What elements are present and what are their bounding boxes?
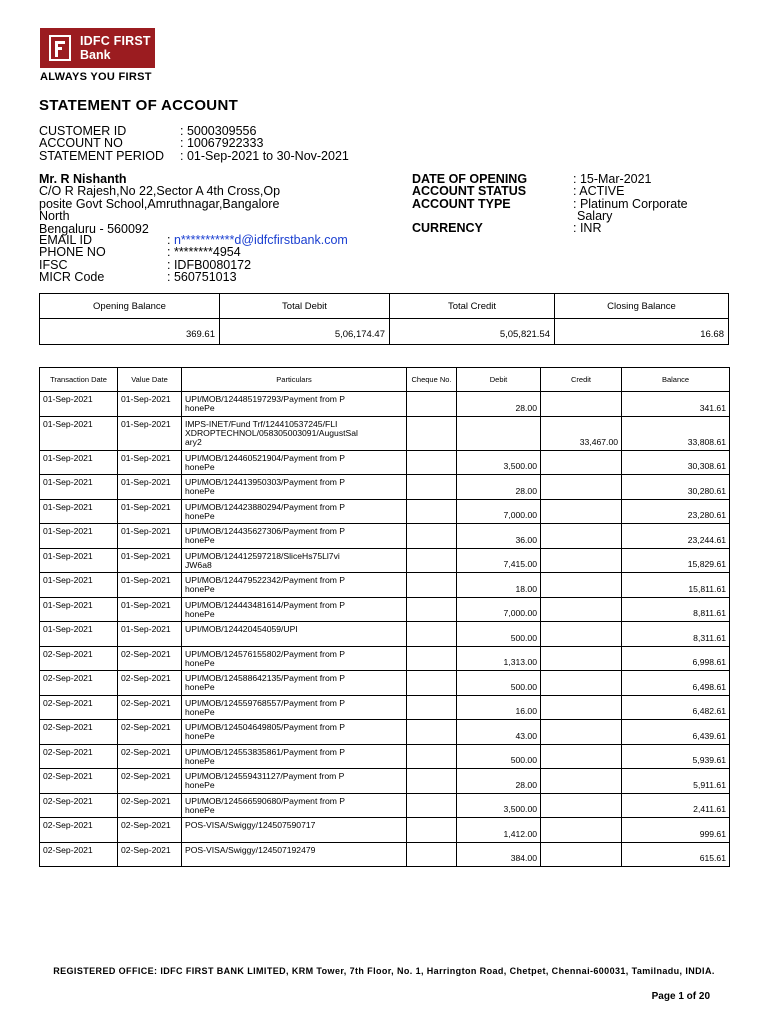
micr-colon: : <box>167 270 174 284</box>
table-row <box>40 818 730 843</box>
logo-text-line2: Bank <box>80 48 111 62</box>
cell-value-date: 01-Sep-2021 <box>118 392 182 417</box>
email-colon: : <box>167 233 174 247</box>
cell-cheque-no <box>407 671 457 696</box>
cell-txn-date: 02-Sep-2021 <box>40 695 118 720</box>
cell-debit: 28.00 <box>457 769 541 794</box>
cell-balance: 6,498.61 <box>622 671 730 696</box>
cell-value-date: 02-Sep-2021 <box>118 646 182 671</box>
table-row <box>40 475 730 500</box>
registered-office-footer: REGISTERED OFFICE: IDFC FIRST BANK LIMITED, KRM Tower, 7th Floor, No. 1, Harrington Road, Chetpet, Chennai-600031, Tamilnadu, INDIA. <box>53 966 715 976</box>
cell-particulars: UPI/MOB/124423880294/Payment from P honePe <box>182 499 407 524</box>
cell-balance: 33,808.61 <box>622 416 730 450</box>
cell-balance: 5,911.61 <box>622 769 730 794</box>
cell-debit: 28.00 <box>457 392 541 417</box>
page-number: Page 1 of 20 <box>651 991 710 1002</box>
col-balance: Balance <box>622 368 730 392</box>
cell-value-date: 01-Sep-2021 <box>118 573 182 598</box>
col-transaction-date: Transaction Date <box>40 368 118 392</box>
cell-value-date: 01-Sep-2021 <box>118 475 182 500</box>
cell-credit <box>541 524 622 549</box>
cell-cheque-no <box>407 818 457 843</box>
table-row <box>40 695 730 720</box>
cell-txn-date: 01-Sep-2021 <box>40 416 118 450</box>
cell-debit: 500.00 <box>457 622 541 647</box>
account-type-value-line2: Salary <box>577 209 613 223</box>
cell-txn-date: 02-Sep-2021 <box>40 793 118 818</box>
cell-balance: 999.61 <box>622 818 730 843</box>
col-debit: Debit <box>457 368 541 392</box>
cell-particulars: UPI/MOB/124460521904/Payment from P honePe <box>182 450 407 475</box>
table-row <box>40 720 730 745</box>
table-row <box>40 416 730 450</box>
cell-value-date: 01-Sep-2021 <box>118 597 182 622</box>
cell-txn-date: 02-Sep-2021 <box>40 769 118 794</box>
cell-value-date: 01-Sep-2021 <box>118 524 182 549</box>
cell-credit <box>541 450 622 475</box>
ifsc-colon: : <box>167 258 174 272</box>
cell-txn-date: 01-Sep-2021 <box>40 548 118 573</box>
micr-value: 560751013 <box>173 270 237 284</box>
email-link[interactable]: n***********d@idfcfirstbank.com <box>173 233 348 247</box>
phone-colon: : <box>167 245 174 259</box>
cell-value-date: 02-Sep-2021 <box>118 842 182 867</box>
cell-credit <box>541 597 622 622</box>
cell-value-date: 02-Sep-2021 <box>118 744 182 769</box>
cell-credit <box>541 793 622 818</box>
cell-particulars: UPI/MOB/124412597218/SliceHs75Ll7vi JW6a8 <box>182 548 407 573</box>
cell-value-date: 02-Sep-2021 <box>118 793 182 818</box>
account-type-value: : Platinum Corporate <box>573 197 688 211</box>
cell-cheque-no <box>407 573 457 598</box>
customer-id-value: : 5000309556 <box>180 124 257 138</box>
cell-value-date: 02-Sep-2021 <box>118 671 182 696</box>
cell-credit <box>541 646 622 671</box>
cell-balance: 8,811.61 <box>622 597 730 622</box>
cell-particulars: UPI/MOB/124435627306/Payment from P honePe <box>182 524 407 549</box>
account-no-label: ACCOUNT NO <box>39 136 123 150</box>
cell-particulars: POS-VISA/Swiggy/124507590717 <box>182 818 407 843</box>
date-of-opening-label: DATE OF OPENING <box>412 172 528 186</box>
cell-cheque-no <box>407 720 457 745</box>
col-credit: Credit <box>541 368 622 392</box>
cell-balance: 8,311.61 <box>622 622 730 647</box>
cell-cheque-no <box>407 597 457 622</box>
cell-cheque-no <box>407 744 457 769</box>
table-row <box>40 392 730 417</box>
phone-value: ********4954 <box>173 245 241 259</box>
cell-particulars: IMPS-INET/Fund Trf/124410537245/FLI XDROPTECHNOL/058305003091/AugustSal ary2 <box>182 416 407 450</box>
customer-id-label: CUSTOMER ID <box>39 124 127 138</box>
table-row <box>40 573 730 598</box>
cell-credit <box>541 573 622 598</box>
cell-balance: 615.61 <box>622 842 730 867</box>
cell-debit: 7,415.00 <box>457 548 541 573</box>
cell-txn-date: 01-Sep-2021 <box>40 573 118 598</box>
cell-value-date: 02-Sep-2021 <box>118 720 182 745</box>
table-row <box>40 646 730 671</box>
cell-particulars: UPI/MOB/124485197293/Payment from P honePe <box>182 392 407 417</box>
cell-debit: 16.00 <box>457 695 541 720</box>
cell-debit <box>457 416 541 450</box>
cell-particulars: UPI/MOB/124553835861/Payment from P honePe <box>182 744 407 769</box>
cell-balance: 30,280.61 <box>622 475 730 500</box>
cell-credit: 33,467.00 <box>541 416 622 450</box>
closing-balance-header: Closing Balance <box>555 294 728 319</box>
currency-value: : INR <box>573 221 602 235</box>
cell-credit <box>541 499 622 524</box>
phone-label: PHONE NO <box>39 245 106 259</box>
table-row <box>40 548 730 573</box>
col-cheque-no: Cheque No. <box>407 368 457 392</box>
account-status-label: ACCOUNT STATUS <box>412 184 527 198</box>
ifsc-value: IDFB0080172 <box>173 258 252 272</box>
cell-particulars: UPI/MOB/124559431127/Payment from P honePe <box>182 769 407 794</box>
cell-cheque-no <box>407 842 457 867</box>
account-type-label: ACCOUNT TYPE <box>412 197 511 211</box>
statement-title: STATEMENT OF ACCOUNT <box>39 97 239 114</box>
table-row <box>40 499 730 524</box>
cell-balance: 23,244.61 <box>622 524 730 549</box>
cell-debit: 384.00 <box>457 842 541 867</box>
cell-txn-date: 01-Sep-2021 <box>40 475 118 500</box>
cell-particulars: UPI/MOB/124504649805/Payment from P honePe <box>182 720 407 745</box>
cell-balance: 5,939.61 <box>622 744 730 769</box>
table-row <box>40 744 730 769</box>
cell-value-date: 02-Sep-2021 <box>118 695 182 720</box>
email-label: EMAIL ID <box>39 233 93 247</box>
cell-balance: 23,280.61 <box>622 499 730 524</box>
account-no-value: : 10067922333 <box>180 136 264 150</box>
bank-logo <box>40 28 155 68</box>
cell-txn-date: 01-Sep-2021 <box>40 499 118 524</box>
cell-cheque-no <box>407 548 457 573</box>
cell-balance: 15,811.61 <box>622 573 730 598</box>
cell-debit: 500.00 <box>457 744 541 769</box>
cell-balance: 2,411.61 <box>622 793 730 818</box>
cell-value-date: 02-Sep-2021 <box>118 818 182 843</box>
cell-debit: 18.00 <box>457 573 541 598</box>
table-row <box>40 793 730 818</box>
cell-credit <box>541 622 622 647</box>
micr-label: MICR Code <box>39 270 105 284</box>
cell-txn-date: 02-Sep-2021 <box>40 818 118 843</box>
bank-tagline: ALWAYS YOU FIRST <box>40 71 152 83</box>
cell-particulars: UPI/MOB/124479522342/Payment from P honePe <box>182 573 407 598</box>
cell-particulars: POS-VISA/Swiggy/124507192479 <box>182 842 407 867</box>
cell-cheque-no <box>407 695 457 720</box>
cell-cheque-no <box>407 499 457 524</box>
cell-value-date: 01-Sep-2021 <box>118 622 182 647</box>
total-debit-value: 5,06,174.47 <box>220 319 390 344</box>
transactions-table <box>39 367 730 867</box>
cell-value-date: 01-Sep-2021 <box>118 416 182 450</box>
closing-balance-value: 16.68 <box>700 329 724 340</box>
statement-period-value: : 01-Sep-2021 to 30-Nov-2021 <box>180 149 349 163</box>
cell-debit: 3,500.00 <box>457 450 541 475</box>
customer-address-text: C/O R Rajesh,No 22,Sector A 4th Cross,Op posite Govt School,Amruthnagar,Bangalore North Bengaluru - 560092 <box>39 184 281 236</box>
cell-cheque-no <box>407 622 457 647</box>
cell-balance: 6,482.61 <box>622 695 730 720</box>
cell-cheque-no <box>407 793 457 818</box>
cell-txn-date: 02-Sep-2021 <box>40 744 118 769</box>
cell-balance: 15,829.61 <box>622 548 730 573</box>
cell-txn-date: 01-Sep-2021 <box>40 392 118 417</box>
cell-debit: 1,412.00 <box>457 818 541 843</box>
cell-credit <box>541 769 622 794</box>
cell-credit <box>541 392 622 417</box>
cell-value-date: 01-Sep-2021 <box>118 499 182 524</box>
cell-txn-date: 01-Sep-2021 <box>40 524 118 549</box>
table-row <box>40 842 730 867</box>
table-row <box>40 769 730 794</box>
transactions-header-row <box>40 368 730 392</box>
account-status-value: : ACTIVE <box>573 184 625 198</box>
cell-cheque-no <box>407 646 457 671</box>
cell-cheque-no <box>407 524 457 549</box>
cell-credit <box>541 671 622 696</box>
cell-value-date: 01-Sep-2021 <box>118 548 182 573</box>
customer-address <box>39 185 299 235</box>
table-row <box>40 671 730 696</box>
cell-debit: 7,000.00 <box>457 499 541 524</box>
cell-txn-date: 01-Sep-2021 <box>40 450 118 475</box>
cell-credit <box>541 695 622 720</box>
bank-logo-icon <box>49 35 71 61</box>
cell-value-date: 01-Sep-2021 <box>118 450 182 475</box>
cell-credit <box>541 842 622 867</box>
balance-summary <box>39 293 729 345</box>
statement-period-label: STATEMENT PERIOD <box>39 149 165 163</box>
ifsc-label: IFSC <box>39 258 68 272</box>
total-credit-value: 5,05,821.54 <box>390 319 555 344</box>
cell-debit: 3,500.00 <box>457 793 541 818</box>
cell-value-date: 02-Sep-2021 <box>118 769 182 794</box>
table-row <box>40 524 730 549</box>
cell-particulars: UPI/MOB/124559768557/Payment from P honePe <box>182 695 407 720</box>
cell-particulars: UPI/MOB/124420454059/UPI <box>182 622 407 647</box>
table-row <box>40 450 730 475</box>
opening-balance-header: Opening Balance <box>40 294 220 319</box>
cell-debit: 7,000.00 <box>457 597 541 622</box>
col-particulars: Particulars <box>182 368 407 392</box>
cell-balance: 341.61 <box>622 392 730 417</box>
cell-balance: 6,439.61 <box>622 720 730 745</box>
customer-name: Mr. R Nishanth <box>39 172 127 186</box>
cell-debit: 1,313.00 <box>457 646 541 671</box>
total-debit-header: Total Debit <box>220 294 390 319</box>
cell-debit: 500.00 <box>457 671 541 696</box>
cell-credit <box>541 818 622 843</box>
cell-particulars: UPI/MOB/124588642135/Payment from P honePe <box>182 671 407 696</box>
currency-label: CURRENCY <box>412 221 483 235</box>
logo-text-line1: IDFC FIRST <box>80 34 151 48</box>
cell-txn-date: 02-Sep-2021 <box>40 646 118 671</box>
cell-particulars: UPI/MOB/124576155802/Payment from P honePe <box>182 646 407 671</box>
opening-balance-value: 369.61 <box>40 319 220 344</box>
cell-credit <box>541 475 622 500</box>
cell-debit: 36.00 <box>457 524 541 549</box>
date-of-opening-value: : 15-Mar-2021 <box>573 172 652 186</box>
cell-txn-date: 02-Sep-2021 <box>40 842 118 867</box>
cell-credit <box>541 720 622 745</box>
cell-credit <box>541 548 622 573</box>
total-credit-header: Total Credit <box>390 294 555 319</box>
cell-credit <box>541 744 622 769</box>
col-value-date: Value Date <box>118 368 182 392</box>
cell-particulars: UPI/MOB/124443481614/Payment from P honePe <box>182 597 407 622</box>
table-row <box>40 597 730 622</box>
cell-cheque-no <box>407 475 457 500</box>
cell-txn-date: 02-Sep-2021 <box>40 671 118 696</box>
cell-particulars: UPI/MOB/124413950303/Payment from P honePe <box>182 475 407 500</box>
cell-debit: 28.00 <box>457 475 541 500</box>
cell-cheque-no <box>407 392 457 417</box>
cell-txn-date: 01-Sep-2021 <box>40 597 118 622</box>
cell-particulars: UPI/MOB/124566590680/Payment from P honePe <box>182 793 407 818</box>
cell-txn-date: 01-Sep-2021 <box>40 622 118 647</box>
cell-balance: 30,308.61 <box>622 450 730 475</box>
cell-debit: 43.00 <box>457 720 541 745</box>
cell-cheque-no <box>407 769 457 794</box>
cell-balance: 6,998.61 <box>622 646 730 671</box>
cell-cheque-no <box>407 416 457 450</box>
cell-cheque-no <box>407 450 457 475</box>
cell-txn-date: 02-Sep-2021 <box>40 720 118 745</box>
table-row <box>40 622 730 647</box>
